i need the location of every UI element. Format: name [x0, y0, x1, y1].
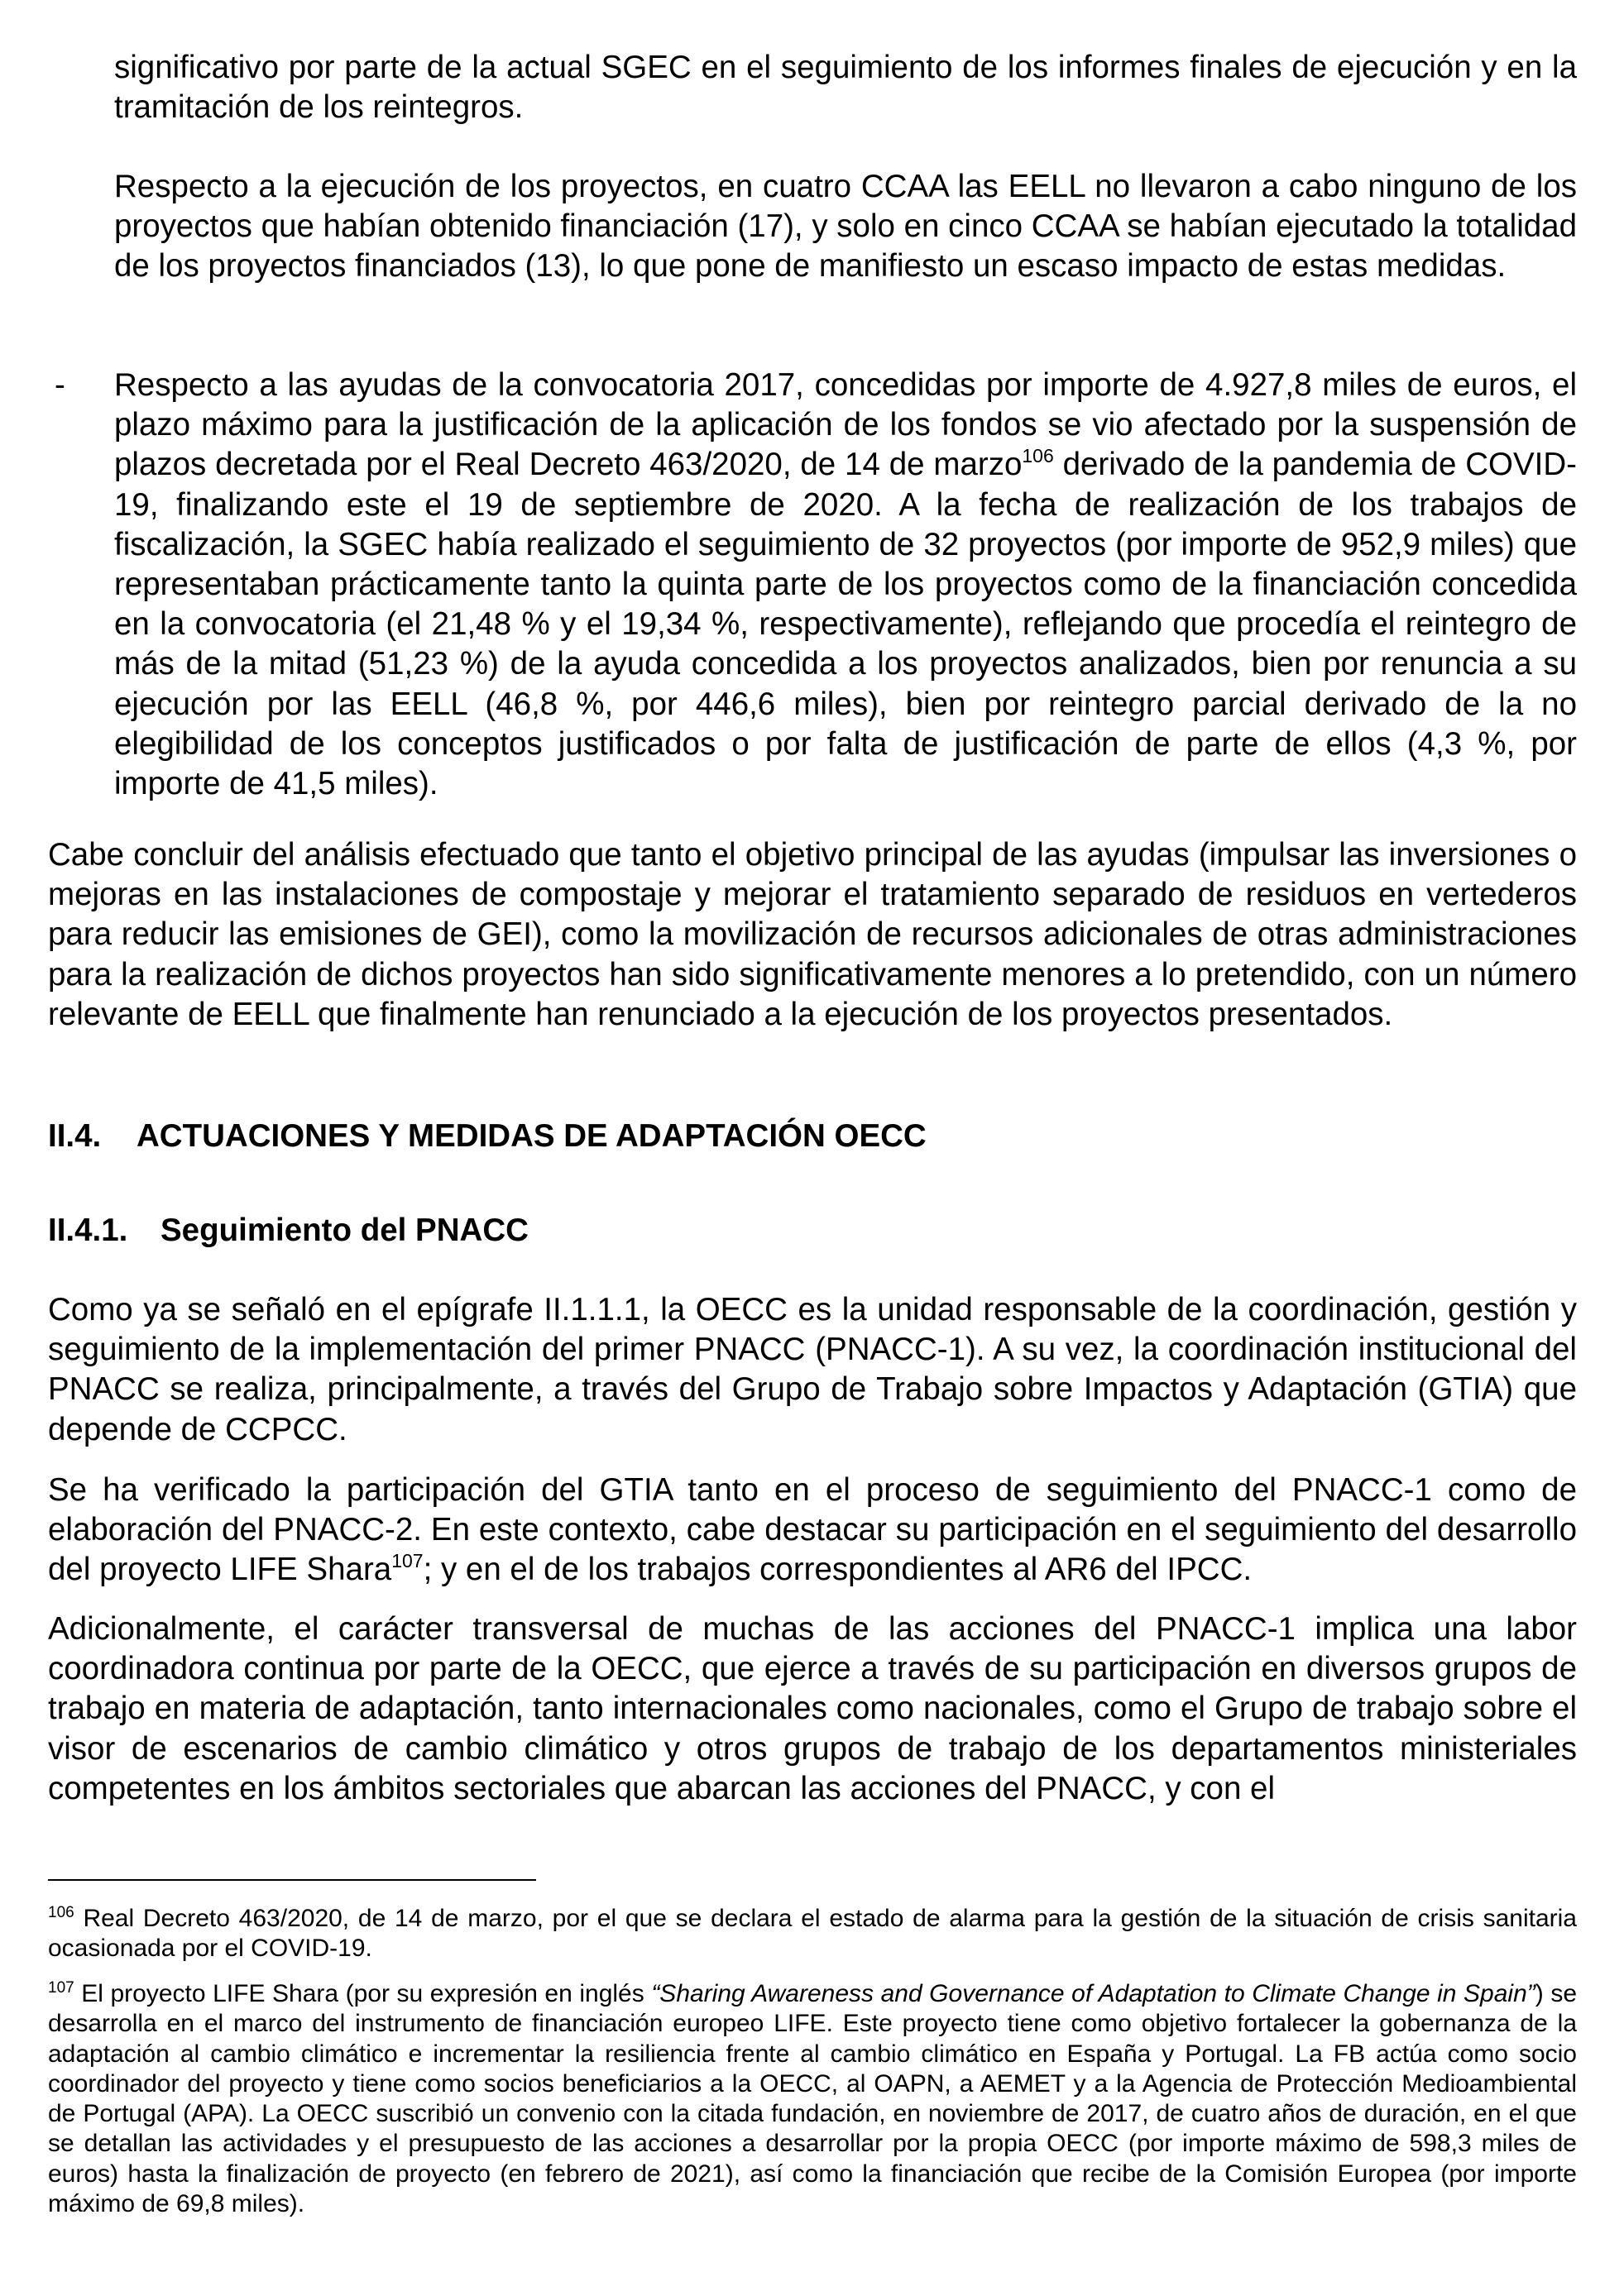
section-title: ACTUACIONES Y MEDIDAS DE ADAPTACIÓN OECC	[137, 1118, 927, 1154]
paragraph-project-execution: Respecto a la ejecución de los proyectos, en cuatro CCAA las EELL no llevaron a cabo ninguno de los proyectos que habían obtenido financiación (17), y solo en cinco CCAA se habían ejecutado la totalidad de los proyectos financiados (13), lo que pone de manifiesto un escaso impacto de estas medidas.	[114, 169, 1577, 285]
paragraph-convocatoria-2017	[114, 366, 1577, 804]
footnote-text: Real Decreto 463/2020, de 14 de marzo, por el que se declara el estado de alarma para la gestión de la situación de crisis sanitaria ocasionada por el COVID-19.	[48, 1905, 1577, 1963]
footnote-text: ) se desarrolla en el marco del instrumento de financiación europeo LIFE. Este proyecto tiene como objetivo fortalecer la gobernanza de la adaptación al cambio climático e incrementar la resiliencia frente al cambio climático en España y Portugal. La FB actúa como socio coordinador del proyecto y tiene como socios beneficiarios a la OECC, al OAPN, a AEMET y a la Agencia de Protección Medioambiental de Portugal (APA). La OECC suscribió un convenio con la citada fundación, en noviembre de 2017, de cuatro años de duración, en el que se detallan las actividades y el presupuesto de las acciones a desarrollar por la propia OECC (por importe máximo de 598,3 miles de euros) hasta la finalización de proyecto (en febrero de 2021), así como la financiación que recibe de la Comisión Europea (por importe máximo de 69,8 miles).	[48, 1980, 1577, 2218]
text-run: Respecto a las ayudas de la convocatoria 2017, concedidas por importe de 4.927,8 miles de euros, el plazo máximo para la justificación de la aplicación de los fondos se vio afectado por la suspensión de plazos decretada por el Real Decreto 463/2020, de 14 de marzo	[114, 367, 1577, 483]
paragraph-conclusion: Cabe concluir del análisis efectuado que tanto el objetivo principal de las ayudas (impulsar las inversiones o mejoras en las instalaciones de compostaje y mejorar el tratamiento separado de residuos en vertederos para reducir las emisiones de GEI), como la movilización de recursos adicionales de otras administraciones para la realización de dichos proyectos han sido significativamente menores a lo pretendido, con un número relevante de EELL que finalmente han renunciado a la ejecución de los proyectos presentados.	[48, 837, 1577, 1032]
footnote-ref-107[interactable]: 107	[391, 1550, 424, 1572]
subsection-number: II.4.1.	[48, 1213, 128, 1248]
paragraph-gtia-participation	[48, 1471, 1577, 1590]
footnote-number: 107	[48, 1979, 74, 1997]
text-run: Se ha verificado la participación del GTIA tanto en el proceso de seguimiento del PNACC-1 como de elaboración del PNACC-2. En este contexto, cabe destacar su participación en el seguimiento del desarrollo del proyecto LIFE Shara	[48, 1472, 1577, 1588]
section-heading	[48, 1117, 927, 1156]
paragraph-oecc-responsibility: Como ya se señaló en el epígrafe II.1.1.1, la OECC es la unidad responsable de la coordinación, gestión y seguimiento de la implementación del primer PNACC (PNACC-1). A su vez, la coordinación institucional del PNACC se realiza, principalmente, a través del Grupo de Trabajo sobre Impactos y Adaptación (GTIA) que depende de CCPCC.	[48, 1292, 1577, 1447]
bullet-marker: -	[55, 367, 65, 403]
paragraph-transversal-actions: Adicionalmente, el carácter transversal de muchas de las acciones del PNACC-1 implica una labor coordinadora continua por parte de la OECC, que ejerce a través de su participación en diversos grupos de trabajo en materia de adaptación, tanto internacionales como nacionales, como el Grupo de trabajo sobre el visor de escenarios de cambio climático y otros grupos de trabajo de los departamentos ministeriales competentes en los ámbitos sectoriales que abarcan las acciones del PNACC, y con el	[48, 1611, 1577, 1806]
paragraph-continuation: significativo por parte de la actual SGEC en el seguimiento de los informes finales de ejecución y en la tramitación de los reintegros.	[114, 50, 1577, 126]
footnote-106	[48, 1904, 1577, 1964]
text-run: derivado de la pandemia de COVID-19, finalizando este el 19 de septiembre de 2020. A la fecha de realización de los trabajos de fiscalización, la SGEC había realizado el seguimiento de 32 proyectos (por importe de 952,9 miles) que representaban prácticamente tanto la quinta parte de los proyectos como de la financiación concedida en la convocatoria (el 21,48 % y el 19,34 %, respectivamente), reflejando que procedía el reintegro de más de la mitad (51,23 %) de la ayuda concedida a los proyectos analizados, bien por renuncia a su ejecución por las EELL (46,8 %, por 446,6 miles), bien por reintegro parcial derivado de la no elegibilidad de los conceptos justificados o por falta de justificación de parte de ellos (4,3 %, por importe de 41,5 miles).	[114, 447, 1577, 802]
subsection-title: Seguimiento del PNACC	[160, 1213, 529, 1248]
footnote-number: 106	[48, 1904, 74, 1921]
text-run: ; y en el de los trabajos correspondientes al AR6 del IPCC.	[423, 1552, 1253, 1588]
subsection-heading	[48, 1211, 529, 1251]
footnote-text: El proyecto LIFE Shara (por su expresión en inglés	[74, 1980, 652, 2007]
footnote-separator	[48, 1879, 536, 1881]
section-number: II.4.	[48, 1118, 102, 1154]
footnote-ref-106[interactable]: 106	[1022, 445, 1054, 467]
footnote-italic-text: “Sharing Awareness and Governance of Adaptation to Climate Change in Spain”	[651, 1980, 1535, 2007]
footnote-107	[48, 1979, 1577, 2219]
